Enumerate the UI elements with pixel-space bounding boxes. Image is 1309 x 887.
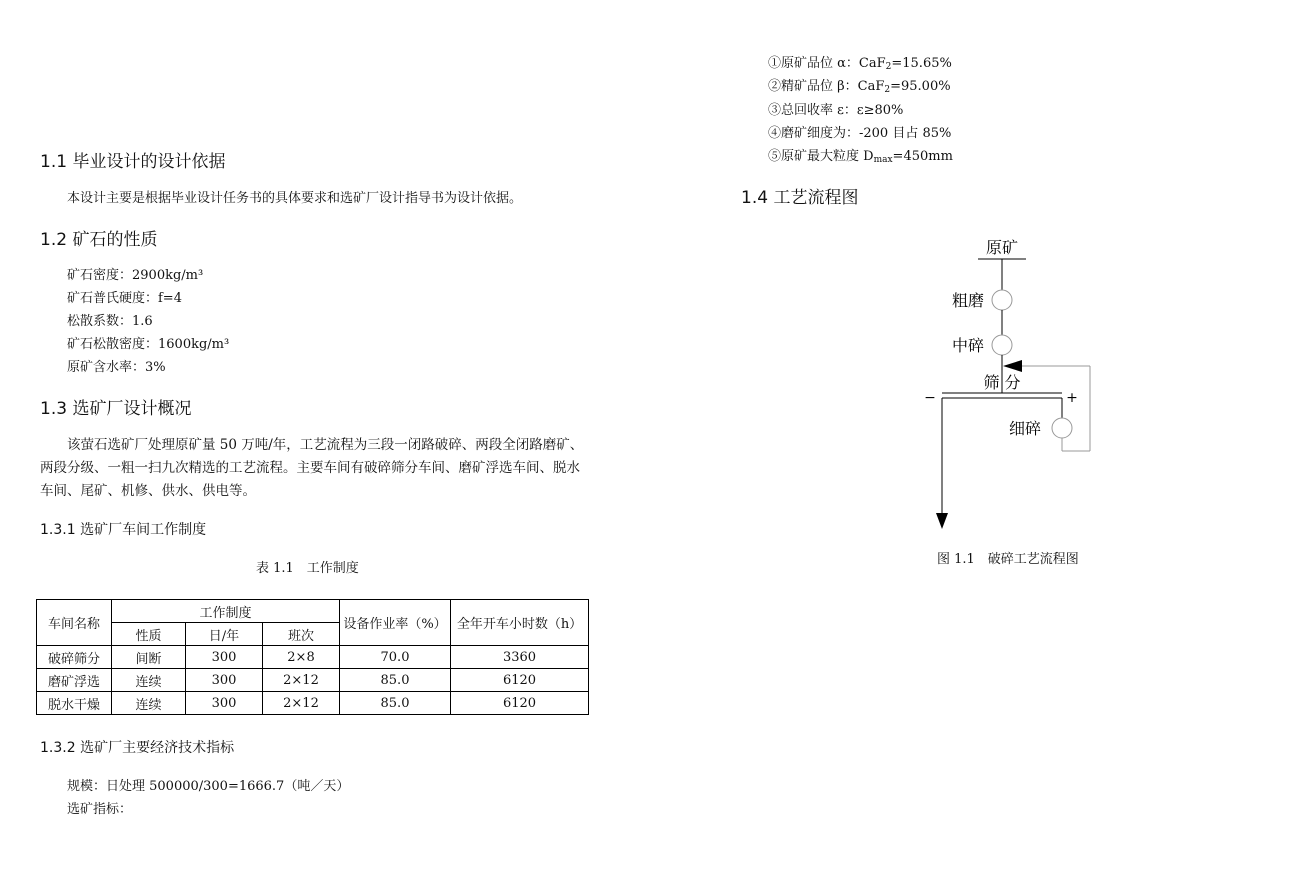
cell-hours: 6120: [451, 669, 589, 692]
index-grind-fineness: ④磨矿细度为：-200 目占 85%: [768, 126, 952, 141]
heading-1-3-1: 1.3.1 选矿厂车间工作制度: [40, 522, 207, 538]
cell-hours: 3360: [451, 646, 589, 669]
moisture-content: 原矿含水率：3%: [67, 360, 166, 375]
index-raw-grade: ①原矿品位 α：CaF$_2$=15.65%: [768, 56, 952, 72]
index-max-size: ⑤原矿最大粒度 $D_{max}=450mm$: [768, 149, 953, 165]
cell-hours: 6120: [451, 692, 589, 715]
cell-nature: 连续: [112, 669, 186, 692]
medium-crusher-icon: [992, 335, 1012, 355]
header-cell-name: 车间名称: [37, 600, 112, 646]
oversize-sign: +: [1066, 390, 1078, 406]
loose-coefficient: 松散系数：1.6: [67, 314, 153, 329]
node-coarse: 粗磨: [951, 291, 984, 310]
cell-days: 300: [186, 646, 263, 669]
index-label: 选矿指标：: [67, 802, 133, 817]
header-cell-schedule: 工作制度: [112, 600, 340, 623]
index-recovery: ③总回收率 ε：ε≥80%: [768, 103, 904, 118]
cell-shift: 2×12: [263, 692, 340, 715]
node-raw-ore: 原矿: [985, 238, 1019, 257]
cell-shift: 2×8: [263, 646, 340, 669]
fine-crusher-icon: [1052, 418, 1072, 438]
node-screen: 筛 分: [983, 373, 1021, 392]
ore-hardness: 矿石普氏硬度：f=4: [67, 291, 182, 306]
cell-rate: 85.0: [340, 692, 451, 715]
return-arrow-icon: [1003, 360, 1022, 372]
cell-rate: 85.0: [340, 669, 451, 692]
loose-density: 矿石松散密度：1600kg/m³: [67, 337, 230, 352]
node-medium: 中碎: [951, 336, 984, 355]
table-caption: 表 1.1 工作制度: [256, 561, 359, 576]
header-cell-hours: 全年开车小时数（h）: [451, 600, 589, 646]
heading-1-1: 1.1 毕业设计的设计依据: [40, 152, 226, 172]
heading-1-4: 1.4 工艺流程图: [741, 188, 859, 208]
cell-shift: 2×12: [263, 669, 340, 692]
header-cell-rate: 设备作业率（%）: [340, 600, 451, 646]
cell-days: 300: [186, 692, 263, 715]
paragraph-overview: 该萤石选矿厂处理原矿量 50 万吨/年，工艺流程为三段一闭路破碎、两段全闭路磨矿、两段分级、一粗一扫九次精选的工艺流程。主要车间有破碎筛分车间、磨矿浮选车间、脱水车间、尾矿、机修、供水、供电等。: [40, 437, 584, 499]
header-cell-nature: 性质: [112, 623, 186, 646]
paragraph-basis: 本设计主要是根据毕业设计任务书的具体要求和选矿厂设计指导书为设计依据。: [67, 191, 523, 206]
ore-density: 矿石密度：2900kg/m³: [67, 268, 204, 283]
header-cell-shift: 班次: [263, 623, 340, 646]
figure-caption: 图 1.1 破碎工艺流程图: [937, 552, 1079, 567]
cell-name: 磨矿浮选: [37, 669, 112, 692]
coarse-crusher-icon: [992, 290, 1012, 310]
heading-1-3-2: 1.3.2 选矿厂主要经济技术指标: [40, 740, 235, 756]
heading-1-2: 1.2 矿石的性质: [40, 230, 158, 250]
cell-nature: 间断: [112, 646, 186, 669]
cell-name: 脱水干燥: [37, 692, 112, 715]
header-cell-days: 日/年: [186, 623, 263, 646]
cell-days: 300: [186, 669, 263, 692]
cell-name: 破碎筛分: [37, 646, 112, 669]
product-arrow-icon: [936, 513, 948, 529]
index-concentrate-grade: ②精矿品位 β：CaF$_2$=95.00%: [768, 79, 951, 95]
undersize-sign: −: [924, 390, 936, 406]
node-fine: 细碎: [1008, 419, 1041, 438]
heading-1-3: 1.3 选矿厂设计概况: [40, 399, 192, 419]
cell-nature: 连续: [112, 692, 186, 715]
cell-rate: 70.0: [340, 646, 451, 669]
scale-line: 规模：日处理 500000/300=1666.7（吨／天）: [67, 779, 350, 794]
